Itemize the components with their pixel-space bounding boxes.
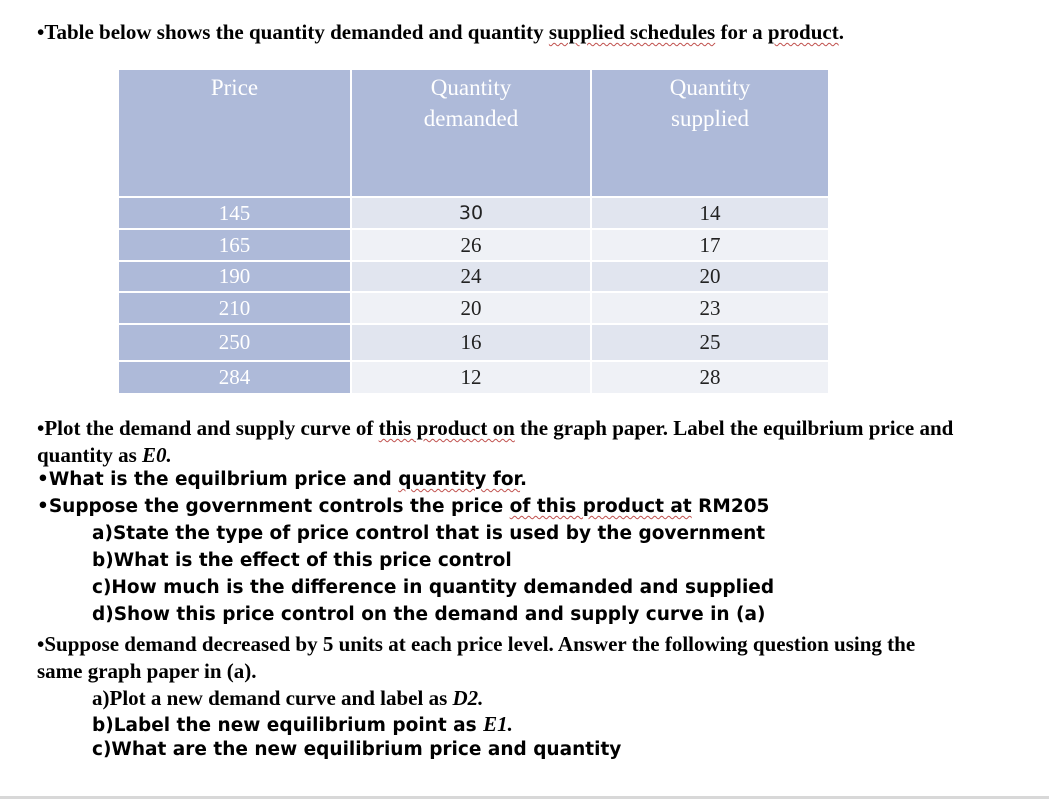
question-4-sub-c: c)What are the new equilibrium price and quantity <box>92 739 622 760</box>
qd-cell: 30 <box>351 197 591 229</box>
question-4-sub-b: b)Label the new equilibrium point as E1. <box>92 712 513 736</box>
question-1-line-1: •Plot the demand and supply curve of this product on the graph paper. Label the equilbrium price and <box>37 416 954 440</box>
question-3-sub-a: a)State the type of price control that is used by the government <box>92 523 766 544</box>
intro-text: •Table below shows the quantity demanded and quantity supplied schedules for a product. <box>37 20 844 44</box>
qs-cell: 28 <box>591 361 829 394</box>
price-cell: 284 <box>118 361 351 394</box>
qs-cell: 17 <box>591 229 829 261</box>
header-quantity-demanded: Quantity demanded <box>351 69 591 197</box>
question-3-sub-b: b)What is the effect of this price control <box>92 550 512 571</box>
table-row <box>118 197 829 229</box>
question-2: •What is the equilbrium price and quantity for. <box>37 469 528 490</box>
qd-cell: 20 <box>351 292 591 324</box>
price-cell: 250 <box>118 324 351 361</box>
table-header-row <box>118 69 829 197</box>
price-cell: 145 <box>118 197 351 229</box>
table-row <box>118 324 829 361</box>
header-price: Price <box>118 69 351 197</box>
price-cell: 210 <box>118 292 351 324</box>
qs-cell: 14 <box>591 197 829 229</box>
qd-cell: 26 <box>351 229 591 261</box>
question-3-sub-c: c)How much is the difference in quantity demanded and supplied <box>92 577 775 598</box>
qs-cell: 20 <box>591 261 829 292</box>
question-3: •Suppose the government controls the price of this product at RM205 <box>37 496 770 517</box>
table-row <box>118 292 829 324</box>
header-quantity-supplied: Quantity supplied <box>591 69 829 197</box>
table-row <box>118 229 829 261</box>
price-cell: 190 <box>118 261 351 292</box>
qd-cell: 24 <box>351 261 591 292</box>
qd-cell: 12 <box>351 361 591 394</box>
qd-cell: 16 <box>351 324 591 361</box>
page-bottom-divider <box>0 796 1049 799</box>
price-cell: 165 <box>118 229 351 261</box>
table-row <box>118 361 829 394</box>
schedule-table <box>117 68 830 395</box>
qs-cell: 23 <box>591 292 829 324</box>
question-1-line-2: quantity as E0. <box>37 443 172 467</box>
question-4-line-1: •Suppose demand decreased by 5 units at each price level. Answer the following question using the <box>37 632 916 656</box>
question-3-sub-d: d)Show this price control on the demand and supply curve in (a) <box>92 604 766 625</box>
question-4-sub-a: a)Plot a new demand curve and label as D2. <box>92 686 484 710</box>
question-4-line-2: same graph paper in (a). <box>37 659 257 683</box>
table-row <box>118 261 829 292</box>
qs-cell: 25 <box>591 324 829 361</box>
